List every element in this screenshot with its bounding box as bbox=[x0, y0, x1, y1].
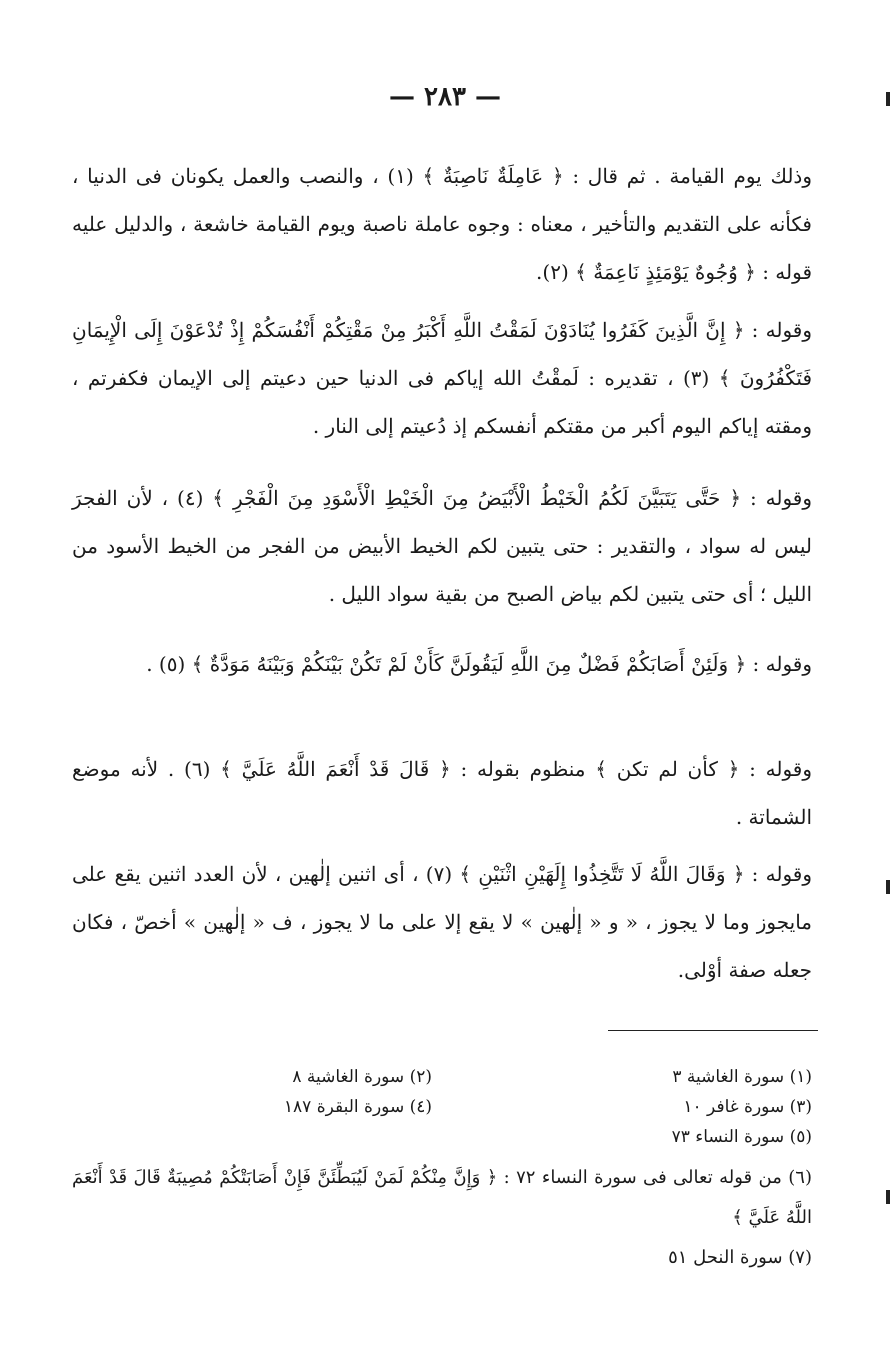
footnote-1: (١) سورة الغاشية ٣ bbox=[672, 1067, 812, 1087]
footnote-grid bbox=[72, 1062, 812, 1152]
paragraph-2 bbox=[72, 306, 812, 450]
scan-edge-mark bbox=[886, 1190, 890, 1204]
paragraph-text: وقوله : ﴿ وَلَئِنْ أَصَابَكُمْ فَضْلٌ مِنَ اللَّهِ لَيَقُولَنَّ كَأَنْ لَمْ تَكُنْ بَيْنَكُمْ وَبَيْنَهُ مَوَدَّةٌ ﴾ (٥) . bbox=[146, 652, 812, 676]
footnote-last-row bbox=[72, 1238, 812, 1278]
page-number: — ٢٨٣ — bbox=[388, 82, 502, 112]
paragraph-1 bbox=[72, 152, 812, 296]
paragraph-4 bbox=[72, 640, 812, 688]
footnote-empty bbox=[72, 1122, 432, 1152]
footnote-7: (٧) سورة النحل ٥١ bbox=[668, 1247, 812, 1268]
paragraph-text: وقوله : ﴿ إِنَّ الَّذِينَ كَفَرُوا يُنَادَوْنَ لَمَقْتُ اللَّهِ أَكْبَرُ مِنْ مَقْتِكُمْ أَنْفُسَكُمْ إِذْ تُدْعَوْنَ إِلَى الْإِيمَانِ فَتَكْفُرُونَ ﴾ (٣) ، تقديره : لَمقْتُ الله إياكم فى الدنيا حين دعيتم إلى الإيمان فكفرتم ، ومقته إياكم اليوم أكبر من مقتكم أنفسكم إذ دُعيتم إلى النار . bbox=[72, 318, 813, 438]
paragraph-text: وقوله : ﴿ حَتَّى يَتَبَيَّنَ لَكُمُ الْخَيْطُ الْأَبْيَضُ مِنَ الْخَيْطِ الْأَسْوَدِ مِنَ الْفَجْرِ ﴾ (٤) ، لأن الفجرَ ليس له سواد ، والتقدير : حتى يتبين لكم الخيط الأبيض من الفجر من الخيط الأسود من الليل ؛ أى حتى يتبين لكم بياض الصبح من بقية سواد الليل . bbox=[72, 486, 812, 606]
paragraph-3 bbox=[72, 474, 812, 618]
footnote-5: (٥) سورة النساء ٧٣ bbox=[671, 1127, 812, 1147]
scan-edge-mark bbox=[886, 880, 890, 894]
footnote-4: (٤) سورة البقرة ١٨٧ bbox=[283, 1097, 432, 1117]
scan-edge-mark bbox=[886, 92, 890, 106]
footnote-2: (٢) سورة الغاشية ٨ bbox=[292, 1067, 432, 1087]
paragraph-text: وقوله : ﴿ كأن لم تكن ﴾ منظوم بقوله : ﴿ قَالَ قَدْ أَنْعَمَ اللَّهُ عَلَيَّ ﴾ (٦) . لأنه موضع الشماتة . bbox=[72, 757, 812, 829]
footnote-divider bbox=[608, 1030, 818, 1031]
footnote-3: (٣) سورة غافر ١٠ bbox=[683, 1097, 812, 1117]
paragraph-5 bbox=[72, 745, 812, 841]
paragraph-6 bbox=[72, 850, 812, 994]
paragraph-text: وذلك يوم القيامة . ثم قال : ﴿ عَامِلَةٌ نَاصِبَةٌ ﴾ (١) ، والنصب والعمل يكونان فى الدنيا ، فكأنه على التقديم والتأخير ، معناه : وجوه عاملة ناصبة ويوم القيامة خاشعة ، والدليل عليه قوله : ﴿ وُجُوهٌ يَوْمَئِذٍ نَاعِمَةٌ ﴾ (٢). bbox=[72, 164, 812, 284]
footnotes bbox=[72, 1062, 812, 1278]
footnote-6: (٦) من قوله تعالى فى سورة النساء ٧٢ : ﴿ وَإِنَّ مِنْكُمْ لَمَنْ لَيُبَطِّئَنَّ فَإِنْ أَصَابَتْكُمْ مُصِيبَةٌ قَالَ قَدْ أَنْعَمَ اللَّهُ عَلَيَّ ﴾ bbox=[72, 1167, 812, 1228]
paragraph-text: وقوله : ﴿ وَقَالَ اللَّهُ لَا تَتَّخِذُوا إِلَهَيْنِ اثْنَيْنِ ﴾ (٧) ، أى اثنين إلٰهين ، لأن العدد اثنين يقع على مايجوز وما لا يجوز ، « و « إلٰهين » لا يقع إلا على ما لا يجوز ، ف « إلٰهين » أخصّ ، فكان جعله صفة أوْلى. bbox=[72, 862, 812, 982]
